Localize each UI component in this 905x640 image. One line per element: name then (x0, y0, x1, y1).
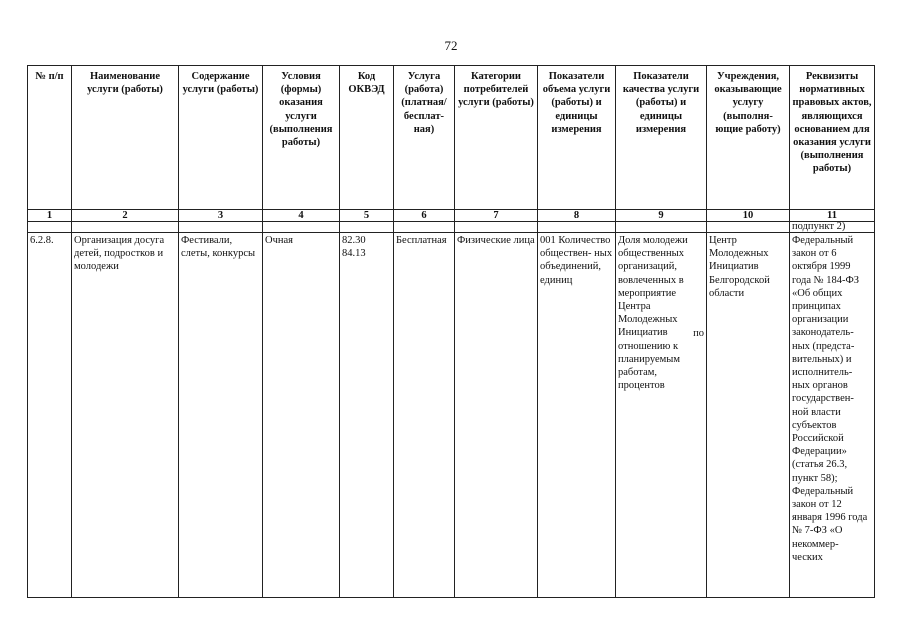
empty-cell (538, 222, 616, 233)
continuation-row (28, 222, 875, 233)
service-content: Фестивали, слеты, конкурсы (179, 233, 263, 598)
quality-indicator-line (618, 234, 704, 340)
okved-codes (340, 233, 394, 598)
column-number: 7 (455, 210, 538, 222)
row-number: 6.2.8. (28, 233, 72, 598)
header-cell: Код ОКВЭД (340, 66, 394, 210)
service-name: Организация досуга детей, подростков и молодежи (72, 233, 179, 598)
paid-status: Бесплатная (394, 233, 455, 598)
empty-cell (28, 222, 72, 233)
header-cell: Учреждения, оказывающие услугу (выполня- ющие работу) (707, 66, 790, 210)
column-number: 10 (707, 210, 790, 222)
column-number: 1 (28, 210, 72, 222)
column-number: 11 (790, 210, 875, 222)
column-number-row (28, 210, 875, 222)
okved-code: 82.30 (342, 235, 366, 246)
table-row (28, 233, 875, 598)
legal-acts: Федеральный закон от 6 октября 1999 года № 184-ФЗ «Об общих принципах организации законодатель- ных (предста- вительных) и исполнитель- ных органов государствен- ной власти субъектов Российской Федерации» (статья 26.3, пункт 58); Федеральный закон от 12 января 1996 года № 7-ФЗ «О некоммер- ческих (790, 233, 875, 598)
empty-cell (340, 222, 394, 233)
header-cell: Реквизиты нормативных правовых актов, являющихся основанием для оказания услуги (выполнения работы) (790, 66, 875, 210)
column-number: 6 (394, 210, 455, 222)
quality-indicator-po: по (693, 327, 704, 339)
quality-indicator (616, 233, 707, 598)
empty-cell (707, 222, 790, 233)
column-number: 9 (616, 210, 707, 222)
institution: Центр Молодежных Инициатив Белгородской области (707, 233, 790, 598)
header-cell: Категории потребителей услуги (работы) (455, 66, 538, 210)
header-row (28, 66, 875, 210)
header-cell: Показатели качества услуги (работы) и единицы измерения (616, 66, 707, 210)
quality-indicator-part2: отношению к планируемым работам, процентов (618, 340, 680, 392)
services-register-table (27, 65, 875, 598)
service-conditions: Очная (263, 233, 340, 598)
column-number: 8 (538, 210, 616, 222)
empty-cell (72, 222, 179, 233)
header-cell: Содержание услуги (работы) (179, 66, 263, 210)
empty-cell (263, 222, 340, 233)
header-cell: № п/п (28, 66, 72, 210)
okved-code: 84.13 (342, 248, 366, 260)
empty-cell (455, 222, 538, 233)
header-cell: Наименование услуги (работы) (72, 66, 179, 210)
column-number: 3 (179, 210, 263, 222)
empty-cell (616, 222, 707, 233)
page-number: 72 (444, 38, 458, 53)
volume-indicator: 001 Количество обществен- ных объединений, единиц (538, 233, 616, 598)
column-number: 5 (340, 210, 394, 222)
column-number: 4 (263, 210, 340, 222)
header-cell: Показатели объема услуги (работы) и единицы измерения (538, 66, 616, 210)
continuation-text: подпункт 2) (790, 222, 875, 233)
quality-indicator-part1: Доля молодежи общественных организаций, вовлеченных в мероприятие Центра Молодежных Инициатив (618, 235, 688, 339)
header-cell: Условия (формы) оказания услуги (выполнения работы) (263, 66, 340, 210)
column-number: 2 (72, 210, 179, 222)
empty-cell (394, 222, 455, 233)
header-cell: Услуга (работа) (платная/ бесплат- ная) (394, 66, 455, 210)
consumer-category: Физические лица (455, 233, 538, 598)
empty-cell (179, 222, 263, 233)
